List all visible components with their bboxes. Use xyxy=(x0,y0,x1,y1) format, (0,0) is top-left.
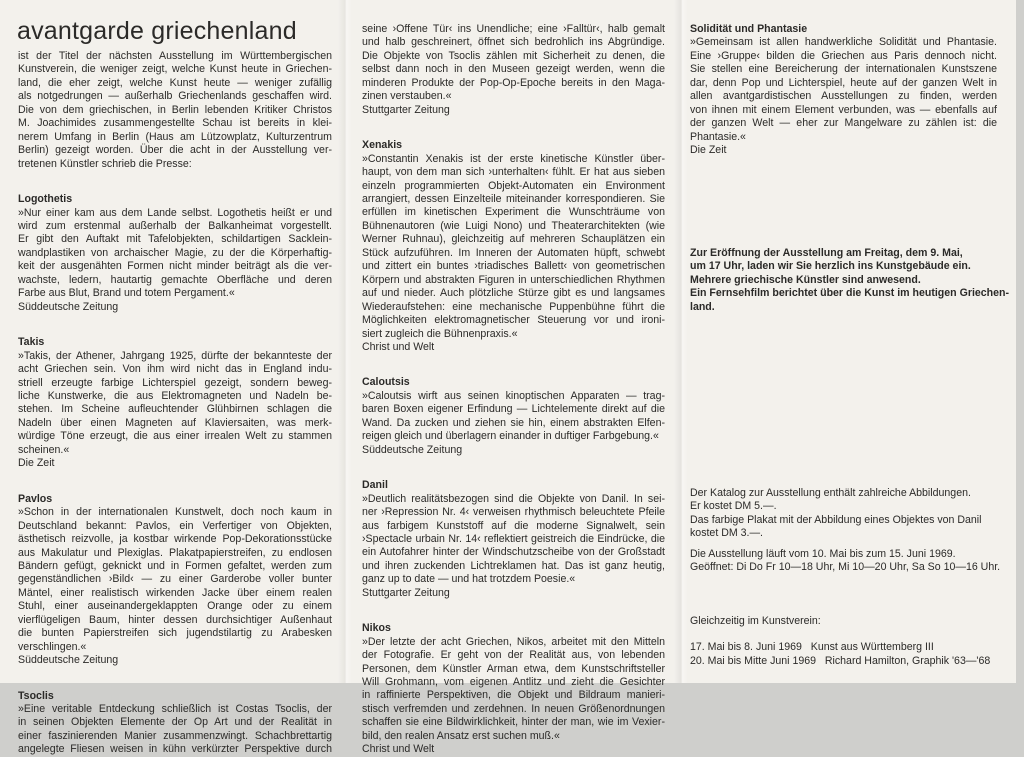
text-line: »Takis, der Athener, Jahrgang 1925, dürfte der bekannteste der xyxy=(18,349,332,362)
text-line: bild, den realen Ansatz erst suchen muß.« xyxy=(362,729,560,742)
text-line: Stuhl, einer auseinandergeklappten Orange oder zu einem xyxy=(18,600,332,613)
section-heading: Logothetis xyxy=(18,193,73,206)
text-line: Mäntel, einer realistisch wirkenden Jacke über einem realen xyxy=(18,586,332,599)
text-line: Personen, dem Künstler Arman etwa, dem Kunstschriftsteller xyxy=(362,662,665,675)
text-line: ner ›Repression Nr. 4‹ verweisen rhythmisch beleuchtete Pfeile xyxy=(362,506,665,519)
concurrent-item xyxy=(690,655,1010,668)
text-line: Werner Ruhnau), gleichzeitig auf mehreren Schauplätzen ein xyxy=(362,233,665,246)
text-line: ein Autofahrer hinter der Windschutzscheibe von der Großstadt xyxy=(362,546,665,559)
text-line: gegenständlichen ›Bild‹ — zu einer Garderobe voller bunter xyxy=(18,573,332,586)
text-line: striell erzeugte farbige Lichterspiel gezeigt, sondern beweg- xyxy=(18,376,332,389)
text-line: ›Spectacle urbain Nr. 14‹ reflektiert geistreich die Eindrücke, die xyxy=(362,532,665,545)
text-line: tretenen Künstler schrieb die Presse: xyxy=(18,157,192,170)
section-heading: Caloutsis xyxy=(362,376,410,389)
press-source: Die Zeit xyxy=(690,144,727,157)
text-line: und zittert ein buntes ›triadisches Ballett‹ von geometrischen xyxy=(362,260,665,273)
fold-line xyxy=(338,0,352,683)
text-line: wachste, ledern, hautartig gemachte Oberfläche und deren xyxy=(18,273,332,286)
text-line: Phantasie.« xyxy=(690,130,746,143)
concurrent-date: 20. Mai bis Mitte Juni 1969 xyxy=(690,654,817,667)
text-line: Kunstverein, die weniger zeigt, welche Kunst heute in Griechen- xyxy=(18,63,332,76)
press-source: Die Zeit xyxy=(18,457,55,470)
text-line: die bunten Papierstreifen sich jugendstilartig zu Arabesken xyxy=(18,627,332,640)
page-title: avantgarde griechenland xyxy=(17,17,297,45)
text-line: erfüllen im kinetischen Experiment die Wunschträume von xyxy=(362,206,665,219)
text-line: minderen Produkte der Pop-Op-Epoche bereits in den Maga- xyxy=(362,76,665,89)
press-source: Christ und Welt xyxy=(362,340,435,353)
text-line: Ein Fernsehfilm berichtet über die Kunst im heutigen Griechen- xyxy=(690,287,1010,300)
text-line: allen avantgardistischen Ausstellungen zu finden, werden xyxy=(690,90,997,103)
text-line: »Caloutsis wirft aus seinen kinoptischen Apparaten — trag- xyxy=(362,389,665,402)
intro-text xyxy=(18,50,332,171)
press-source: Stuttgarter Zeitung xyxy=(362,103,450,116)
fold-line xyxy=(674,0,688,683)
section-heading: Nikos xyxy=(362,622,391,635)
text-line: Eine ›Gruppe‹ bilden die Griechen aus Paris dennoch nicht. xyxy=(690,49,997,62)
text-line: arrangiert, dessen Einzelteile miteinander korrespondieren. Sie xyxy=(362,192,665,205)
section-heading: Solidität und Phantasie xyxy=(690,23,808,35)
text-line: und halb geschreinert, öffnet sich bedrohlich ins Abgründige. xyxy=(362,36,665,49)
text-line: land. xyxy=(690,300,715,313)
column-1 xyxy=(18,50,332,757)
text-line: liche Kunstwerke, die aus Elektromagneten und Nadeln be- xyxy=(18,389,332,402)
invitation-text xyxy=(690,247,1010,314)
text-line: in seinen Objekten Elemente der Op Art und der Realität in xyxy=(18,716,332,729)
concurrent-date: 17. Mai bis 8. Juni 1969 xyxy=(690,641,802,654)
text-line: ist der Titel der nächsten Ausstellung im Württembergischen xyxy=(18,50,332,62)
text-line: ästhetisch reizvolle, ja kostbar wirkende Pop-Dekorationsstücke xyxy=(18,533,332,546)
text-line: aus farbigem Kunststoff auf die moderne Signalwelt, sein xyxy=(362,519,665,532)
text-line: »Deutlich realitätsbezogen sind die Objekte von Danil. In sei- xyxy=(362,492,665,505)
text-line: von ihnen mit einem Element verbunden, was — ebenfalls auf xyxy=(690,103,997,116)
text-line: einzeln programmierten Objekt-Automaten ein Environment xyxy=(362,179,665,192)
section-heading: Xenakis xyxy=(362,139,403,152)
section-pavlos xyxy=(18,493,332,668)
section-takis xyxy=(18,336,332,471)
text-line: »Schon in der internationalen Kunstwelt, doch noch kaum in xyxy=(18,506,332,519)
text-line: »Der letzte der acht Griechen, Nikos, arbeitet mit den Mitteln xyxy=(362,635,665,648)
text-line: angelegte Fliesen weisen in kühn verkürzter Perspektive durch xyxy=(18,743,332,756)
text-line: ganz up to date — und hat trotzdem Poesie.« xyxy=(362,573,576,586)
text-line: aus Makulatur und Plexiglas. Plakatpapierstreifen, zu endlosen xyxy=(18,546,332,559)
text-line: »Constantin Xenakis ist der erste kinetische Künstler über- xyxy=(362,152,665,165)
section-tsoclis-continued xyxy=(362,23,665,117)
text-line: Zur Eröffnung der Ausstellung am Freitag, dem 9. Mai, xyxy=(690,247,963,259)
text-line: acht Griechen sein. Von ihm wird nicht das in England indu- xyxy=(18,363,332,376)
exhibition-dates xyxy=(690,548,1000,575)
text-line: Er gibt den Auftakt mit Tafelobjekten, schildartigen Sacklein- xyxy=(18,233,332,246)
text-line: scheinen.« xyxy=(18,443,70,456)
concurrent-title: Kunst aus Württemberg III xyxy=(810,641,934,654)
text-line: nerem Umfang in Berlin (Haus am Lützowplatz, Kulturzentrum xyxy=(18,130,332,143)
section-tsoclis xyxy=(18,690,332,757)
press-source: Süddeutsche Zeitung xyxy=(362,443,463,456)
text-line: Das farbige Plakat mit der Abbildung eines Objektes von Danil xyxy=(690,513,982,526)
text-line: siert zugleich die Bühnenpraxis.« xyxy=(362,327,518,340)
text-line: Bühnenautoren (wie Luigi Nono) und Theaterarchitekten (wie xyxy=(362,219,665,232)
text-line: Nadeln über einen Magneten auf Klaviersaiten, was merk- xyxy=(18,416,332,429)
text-line: selbst dann noch in den Museen gezeigt werden, wenn die xyxy=(362,63,665,76)
text-line: baren Boxen eigener Erfindung — Lichtelemente direkt auf die xyxy=(362,403,665,416)
text-line: Berlin) gezeigt worden. Über die acht in der Ausstellung ver- xyxy=(18,144,332,157)
text-line: Deutschland bekannt: Pavlos, ein Verfertiger von Objekten, xyxy=(18,519,332,532)
text-line: Wand. Da zucken und ziehen sie hin, einem abstrakten Elfen- xyxy=(362,416,665,429)
section-heading: Danil xyxy=(362,479,388,492)
text-line: reigen gleich und überlagern einander in duftiger Farbgebung.« xyxy=(362,430,659,443)
section-heading: Takis xyxy=(18,336,45,349)
concurrent-heading: Gleichzeitig im Kunstverein: xyxy=(690,615,821,627)
text-line: »Eine veritable Entdeckung schließlich ist Costas Tsoclis, der xyxy=(18,703,332,716)
text-line: würdige Töne erzeugt, die aus einer irrealen Welt zu stammen xyxy=(18,430,332,443)
text-line: der Fotografie. Er geht von der Realität aus, von lebenden xyxy=(362,649,665,662)
text-line: zinen verstauben.« xyxy=(362,90,452,103)
column-3 xyxy=(690,23,997,158)
text-line: verschlingen.« xyxy=(18,640,87,653)
section-danil xyxy=(362,479,665,600)
text-line: Mehrere griechische Künstler sind anwesend. xyxy=(690,273,921,286)
text-line: Möglichkeiten elektromagnetischer Steuerung vor und ironi- xyxy=(362,314,665,327)
text-line: Wiederaufstehen: eine mechanische Puppenbühne führt die xyxy=(362,300,665,313)
text-line: Sie stellen eine Bereicherung der internationalen Kunstszene xyxy=(690,63,997,76)
section-heading: Pavlos xyxy=(18,492,53,505)
text-line: um 17 Uhr, laden wir Sie herzlich ins Kunstgebäude ein. xyxy=(690,260,971,273)
text-line: als notgedrungen — außerhalb Griechenlands geschaffen wird. xyxy=(18,90,332,103)
text-line: Geöffnet: Di Do Fr 10—18 Uhr, Mi 10—20 Uhr, Sa So 10—16 Uhr. xyxy=(690,561,1001,574)
text-line: »Gemeinsam ist allen handwerkliche Solidität und Phantasie. xyxy=(690,36,997,49)
text-line: Körpern und abstrakten Figuren in unterschiedlichen Rhythmen xyxy=(362,273,665,286)
section-solidity xyxy=(690,23,997,158)
text-line: in raffinierte Perspektiven, die Objekt und Bildraum manieri- xyxy=(362,689,665,702)
text-line: schaffen sie eine Bildwirklichkeit, hinter der man, wie im Vexier- xyxy=(362,716,665,729)
text-line: der ganzen Welt — eher zur Mangelware zu zählen ist: die xyxy=(690,117,997,130)
section-nikos xyxy=(362,622,665,757)
press-source: Christ und Welt xyxy=(362,743,435,756)
text-line: Der Katalog zur Ausstellung enthält zahlreiche Abbildungen. xyxy=(690,487,971,499)
section-caloutsis xyxy=(362,376,665,457)
concurrent-title: Richard Hamilton, Graphik '63—'68 xyxy=(824,654,991,667)
text-line: »Nur einer kam aus dem Lande selbst. Logothetis heißt er und xyxy=(18,206,332,219)
text-line: stisch verfremden und zerdehnen. In neuen Größenordnungen xyxy=(362,702,665,715)
text-line: wandplastiken von archaischer Magie, zu der die Körperhaftig- xyxy=(18,246,332,259)
text-line: und ihren zuckenden Lichtreklamen hat. Das ist ganz heutig, xyxy=(362,559,665,572)
section-logothetis xyxy=(18,193,332,314)
press-source: Süddeutsche Zeitung xyxy=(18,654,119,667)
text-line: Stück aufzuführen. Im Inneren der Automaten hüpft, schwebt xyxy=(362,246,665,259)
text-line: Die Ausstellung läuft vom 10. Mai bis zum 15. Juni 1969. xyxy=(690,548,956,560)
text-line: Die Objekte von Tsoclis zählen mit Sicherheit zu denen, die xyxy=(362,49,665,62)
text-line: stehen. Im Scheine aufleuchtender Glühbirnen schlagen die xyxy=(18,403,332,416)
text-line: Will Grohmann, vom eigenen Antlitz und zieht die Gesichter xyxy=(362,676,665,689)
text-line: Farbe aus Blut, Brand und totem Pergament.« xyxy=(18,287,235,300)
text-line: auf und nieder. Auch plötzliche Stürze gibt es und langsames xyxy=(362,287,665,300)
text-line: Die von dem griechischen, in Berlin lebenden Kritiker Christos xyxy=(18,103,332,116)
text-line: kostet DM 3.—. xyxy=(690,527,763,540)
concurrent-exhibitions xyxy=(690,615,1010,668)
section-heading: Tsoclis xyxy=(18,689,54,702)
text-line: vierflügeligen Baum, hinter dessen durchsichtiger Außenhaut xyxy=(18,613,332,626)
text-line: seine ›Offene Tür‹ ins Unendliche; eine ›Falltür‹, halb gemalt xyxy=(362,23,665,35)
text-line: Er kostet DM 5.—. xyxy=(690,500,777,513)
text-line: Bändern gefügt, geknickt und in Formen gefaltet, werden zum xyxy=(18,559,332,572)
text-line: land, die eher zeigt, welche Kunst heute — weniger zufällig xyxy=(18,76,332,89)
text-line: dar, denn Pop und Lichterspiel, heute auf der ganzen Welt in xyxy=(690,76,997,89)
press-source: Stuttgarter Zeitung xyxy=(362,586,450,599)
text-line: keit der ausgenähten Formen nicht minder beiträgt als die ver- xyxy=(18,260,332,273)
text-line: wird zum erstenmal außerhalb der Balkanheimat vorgestellt. xyxy=(18,219,332,232)
catalog-info xyxy=(690,487,1000,541)
text-line: haupt, von dem man sich ›unterhalten‹ fühlt. Er hat aus sieben xyxy=(362,166,665,179)
text-line: M. Joachimides zusammengestellte Schau ist bereits in klei- xyxy=(18,117,332,130)
text-line: einer faszinierenden Manier zusammenzwingt. Schachbrettartig xyxy=(18,729,332,742)
press-source: Süddeutsche Zeitung xyxy=(18,300,119,313)
column-2 xyxy=(362,23,665,757)
concurrent-item xyxy=(690,641,1010,654)
section-xenakis xyxy=(362,139,665,354)
